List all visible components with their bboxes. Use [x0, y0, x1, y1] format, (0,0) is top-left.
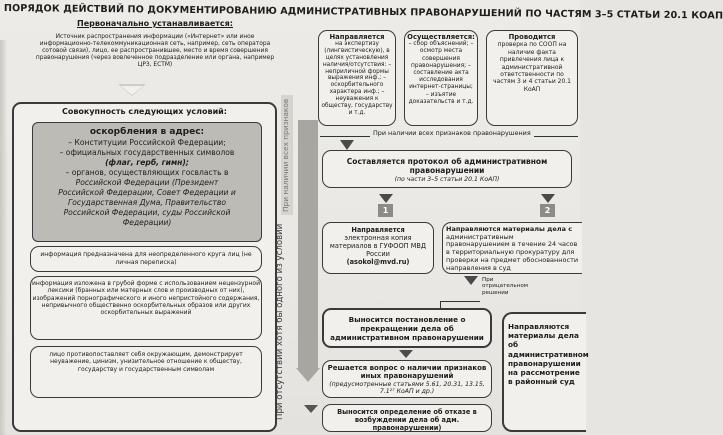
refusal-box: [322, 404, 492, 432]
info-condition-1: [30, 246, 262, 272]
insult-item: Государственная Дума, Правительство: [68, 198, 226, 207]
grey-flow-arrow-icon: [296, 368, 320, 382]
down-arrow-icon: [304, 405, 318, 413]
all-signs-vertical-label: При наличии всех признаков: [281, 98, 290, 212]
info-condition-2-text: информация изложена в грубой форме с использованием нецензурной лексики (бранных или матерных слов и производных от них), изображений порнографического и иного непристойного содержания, непривычного общественно оскорбительных образов или других оскорбительных выражений: [32, 280, 260, 317]
no-condition-vertical-label: При отсутствии хотя бы одного из условий: [275, 223, 285, 420]
negative-connector: [440, 301, 480, 302]
check-text: проверка по СООП на наличие факта привлечения лица к административной ответственности по частям 3 и 4 статьи 20.1 КоАП: [493, 41, 571, 93]
gufoop-box: [322, 222, 434, 274]
insult-box: [32, 122, 262, 242]
court-text: Направляются материалы дела об административном правонарушении на рассмотрение в районный суд: [508, 322, 589, 387]
conditions-title: Совокупность следующих условий:: [61, 107, 227, 116]
protocol-subtext: (по части 3–5 статьи 20.1 КоАП): [394, 176, 500, 183]
expertise-text: на экспертизу (лингвистическую), в целях установления наличия/отсутствия: – неприличной формы выражения инф.; – оскорбительного характера инф.; – неуважения к обществу, государству и т.д.: [321, 40, 393, 116]
initial-section-title: Первоначально устанавливается:: [77, 19, 233, 28]
down-arrow-icon: [541, 194, 555, 203]
terminate-text: Выносится постановление о прекращении дела об административном правонарушении: [330, 315, 484, 342]
expertise-box: [318, 30, 396, 126]
expertise-title: Направляется: [329, 33, 385, 41]
insult-item: (флаг, герб, гимн);: [105, 158, 189, 167]
protocol-box: [322, 150, 572, 188]
down-arrow-icon: [399, 350, 413, 358]
down-arrow-icon: [464, 276, 478, 285]
gufoop-title: Направляется: [351, 226, 405, 234]
step-number-2: 2: [540, 204, 555, 217]
resolve-box: [322, 360, 492, 398]
negative-decision-label: При отрицательном решении: [482, 277, 528, 296]
page-title: ПОРЯДОК ДЕЙСТВИЙ ПО ДОКУМЕНТИРОВАНИЮ АДМИНИСТРАТИВНЫХ ПРАВОНАРУШЕНИЙ ПО ЧАСТЯМ 3–5 СТАТЬИ 20.1 КОАП: [3, 3, 723, 22]
insult-item: Российской Федерации, Совет Федерации и: [58, 188, 236, 197]
actions-box: [404, 30, 478, 126]
info-condition-3-text: лицо противопоставляет себя окружающим, демонстрирует неуважение, цинизм, унизительное отношение к обществу, государству и государственным символам: [49, 351, 243, 373]
down-arrow-icon-inner: [121, 86, 143, 95]
insult-item: – Конституции Российской Федерации;: [68, 138, 226, 147]
signs-label: При наличии всех признаков правонарушения: [370, 129, 534, 137]
scan-edge-shadow: [0, 40, 7, 435]
initial-facts-text: Источник распространения информации («Интернет» или иное информационно-телекоммуникационная сеть, например, сеть оператора сотовой связи), лицо, ее распространившее, место и время совершения правонарушения (через вовлеченное подразделение или органа, например ЦРЗ, ЕСТМ): [35, 34, 275, 68]
check-box: [486, 30, 578, 126]
insult-item: Российской Федерации (Президент: [75, 178, 219, 187]
step-number-1: 1: [378, 204, 393, 217]
actions-title: Осуществляется:: [407, 33, 475, 41]
refusal-text: Выносится определение об отказе в возбуждении дела об адм. правонарушении): [337, 408, 477, 432]
insult-item: Российской Федерации, суды Российской: [63, 208, 231, 217]
insult-item: – официальных государственных символов: [59, 148, 235, 157]
protocol-text: Составляется протокол об административном правонарушении: [346, 157, 548, 175]
gufoop-text: электронная копия материалов в ГУФООП МВД России: [329, 234, 427, 258]
resolve-subtext: (предусмотренные статьями 5.61, 20.31, 13.15, 7.1²⁷ КоАП и др.): [329, 380, 485, 396]
court-box: [502, 312, 589, 432]
insult-item: Федерации): [122, 218, 172, 227]
check-title: Проводится: [508, 33, 556, 41]
terminate-box: [322, 308, 492, 348]
actions-text: – сбор объяснений; – осмотр места совершения правонарушения; – составление акта исследования интернет-страницы; – изъятие доказательств и т.д.: [408, 41, 474, 105]
info-condition-2: [30, 276, 262, 340]
resolve-text: Решается вопрос о наличии признаков иных правонарушений: [327, 364, 487, 381]
gufoop-email: (asokol@mvd.ru): [346, 258, 410, 266]
prosecutor-box: [442, 222, 582, 274]
grey-flow-bar: [298, 120, 318, 370]
insult-item: – органов, осуществляющих госвласть в: [65, 168, 229, 177]
insult-title: оскорбления в адрес:: [89, 127, 205, 137]
prosecutor-title: Направляются материалы дела с: [446, 225, 573, 233]
initial-section-title-box: [40, 20, 270, 34]
initial-facts-text-box: [30, 34, 280, 86]
down-arrow-icon: [340, 140, 354, 150]
info-condition-3: [30, 346, 262, 398]
info-condition-1-text: информация предназначена для неопределенного круга лиц (не личная переписка): [40, 251, 252, 266]
prosecutor-text: административным правонарушением в течение 24 часов в территориальную прокуратуру для проверки на предмет обоснованности направления в суд: [446, 232, 579, 272]
down-arrow-icon: [379, 194, 393, 203]
